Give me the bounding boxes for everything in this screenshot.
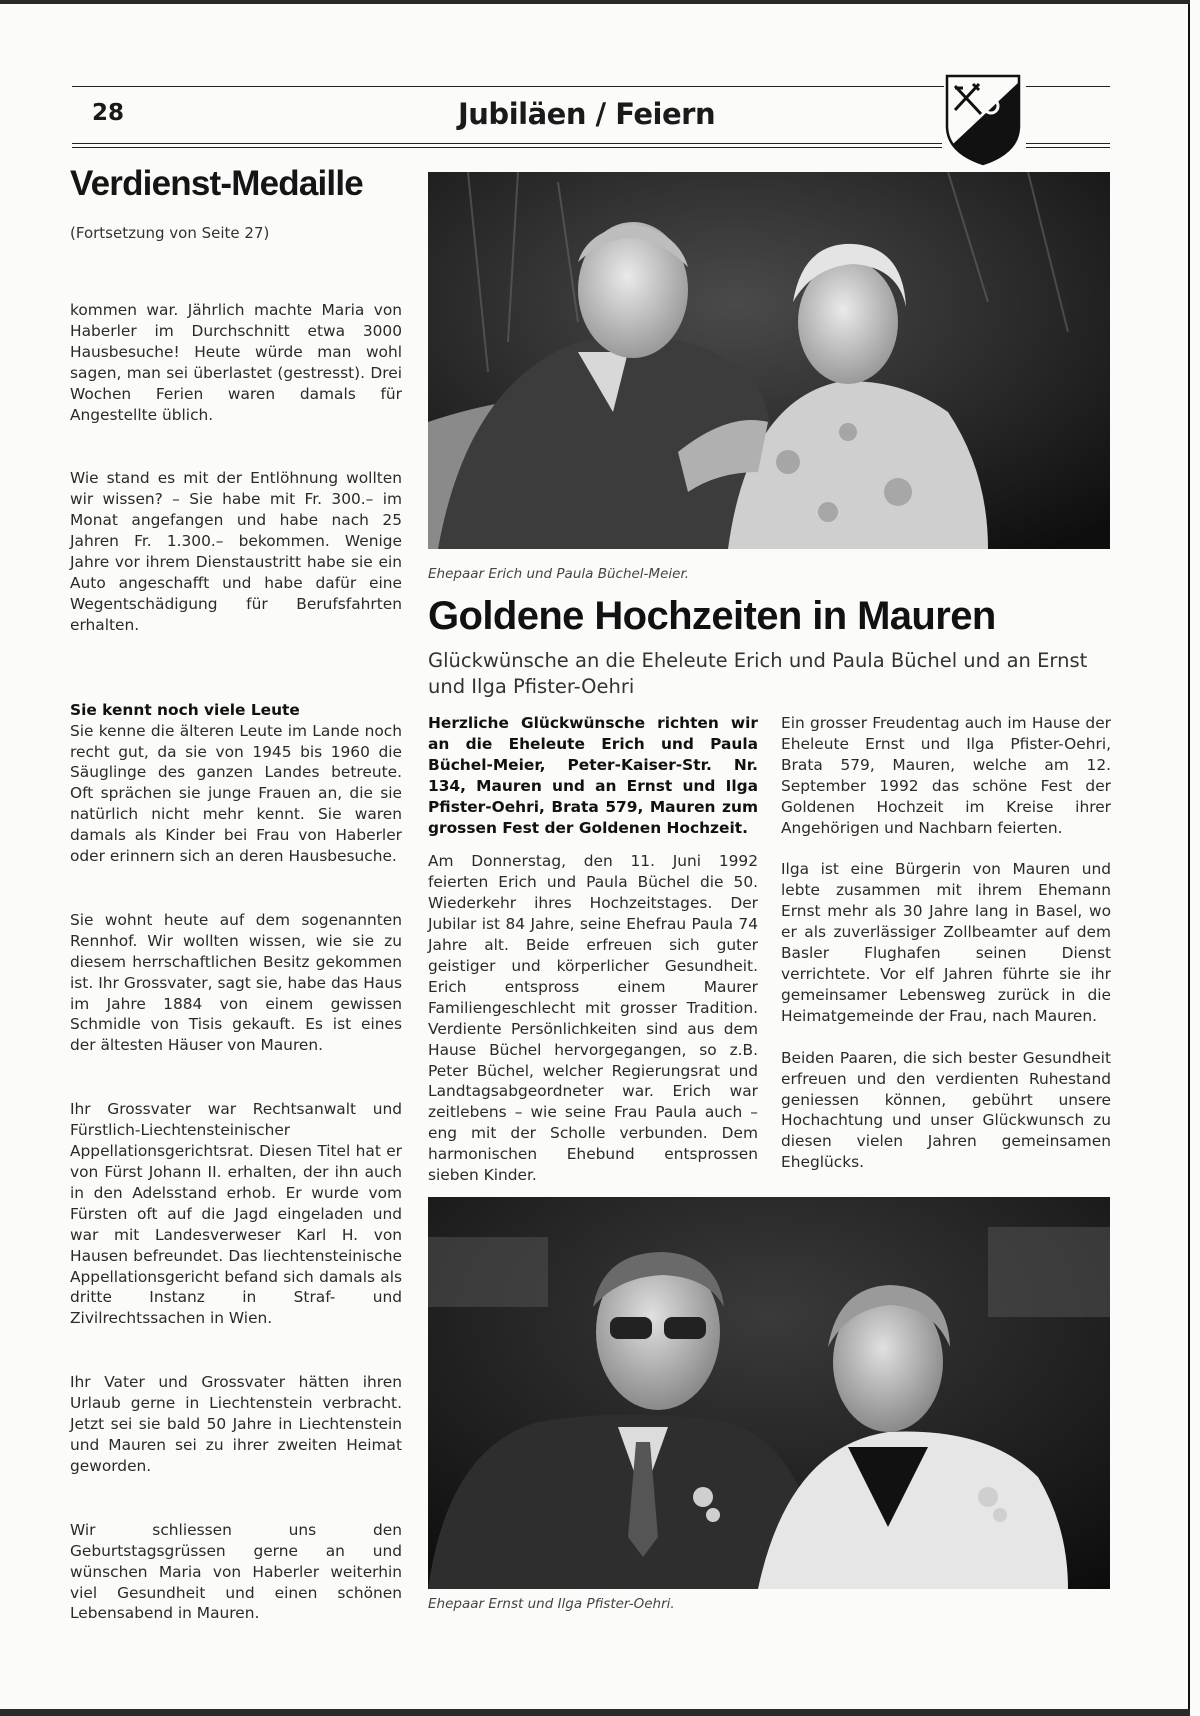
paragraph: kommen war. Jährlich machte Maria von Haberler im Durchschnitt etwa 3000 Hausbesuche! Heute würde man wohl sagen, man sei überlastet (gestresst). Drei Wochen Ferien waren damals für Angestellte üblich. <box>70 301 402 424</box>
paragraph: Wir schliessen uns den Geburtstagsgrüssen gerne an und wünschen Maria von Haberler weiterhin viel Gesundheit und einen schönen Lebensabend in Mauren. <box>70 1520 402 1623</box>
header-rule-top-right <box>1026 86 1110 87</box>
paragraph: Beiden Paaren, die sich bester Gesundheit erfreuen und den verdienten Ruhestand geniessen können, gebührt unsere Hochachtung und unser Glückwunsch zu diesen vielen Jahren gemeinsamen Eheglücks. <box>781 1048 1111 1172</box>
article-subtitle: Glückwünsche an die Eheleute Erich und Paula Büchel und an Ernst und Ilga Pfister-Oehri <box>428 649 1088 698</box>
header-rule-bottom-3 <box>1026 143 1110 144</box>
paragraph: Wie stand es mit der Entlöhnung wollten wir wissen? – Sie habe mit Fr. 300.– im Monat angefangen und habe nach 25 Jahren Fr. 1.300.– bekommen. Wenige Jahre vor ihrem Dienstaustritt habe sie ein Auto angeschafft und habe dafür eine Wegentschädigung für Berufsfahrten erhalten. <box>70 469 402 634</box>
header-rule-top <box>72 86 944 87</box>
photo-caption-bottom: Ehepaar Ernst und Ilga Pfister-Oehri. <box>428 1596 675 1612</box>
header-rule-bottom-2 <box>72 147 942 148</box>
paragraph: Am Donnerstag, den 11. Juni 1992 feierten Erich und Paula Büchel die 50. Wiederkehr ihres Hochzeitstages. Der Jubilar ist 84 Jahre, seine Ehefrau Paula 74 Jahre alt. Beide erfreuen sich guter geistiger und körperlicher Gesundheit. Erich entspross einem Maurer Familiengeschlecht mit grosser Tradition. Verdiente Persönlichkeiten sind aus dem Hause Büchel hervorgegangen, so z.B. Peter Büchel, welcher Regierungsrat und Landtagsabgeordneter war. Erich war zeitlebens – wie seine Frau Paula auch – eng mit der Scholle verbunden. Dem harmonischen Ehebund entsprossen sieben Kinder. <box>428 852 758 1185</box>
subheading: Sie kennt noch viele Leute <box>70 700 300 719</box>
article-column-1 <box>428 713 758 1186</box>
page-number: 28 <box>92 100 125 126</box>
article-column-2 <box>781 713 1111 1173</box>
continuation-note: (Fortsetzung von Seite 27) <box>70 224 270 242</box>
paragraph: Ein grosser Freudentag auch im Hause der Eheleute Ernst und Ilga Pfister-Oehri, Brata 579, Mauren, welche am 12. September 1992 das schöne Fest der Goldenen Hochzeit im Kreise ihrer Angehörigen und Nachbarn feierten. <box>781 714 1111 837</box>
paragraph: Ihr Grossvater war Rechtsanwalt und Fürstlich-Liechtensteinischer Appellationsgerichtsrat. Diesen Titel hat er von Fürst Johann II. erhalten, der ihn auch in den Adelsstand erhob. Er wurde vom Fürsten oft auf die Jagd eingeladen und war mit Landesverweser Karl H. von Hausen befreundet. Das liechtensteinische Appellationsgericht befand sich damals als dritte Instanz in Straf- und Zivilrechtssachen in Wien. <box>70 1100 402 1328</box>
article-heading-medal: Verdienst-Medaille <box>70 164 363 203</box>
photo-pfister-couple <box>428 1197 1110 1589</box>
header-rule-bottom-4 <box>1026 147 1110 148</box>
photo-buechel-couple <box>428 172 1110 549</box>
section-title: Jubiläen / Feiern <box>458 97 716 131</box>
magazine-page <box>0 4 1190 1709</box>
article-lead: Herzliche Glückwünsche richten wir an die Eheleute Erich und Paula Büchel-Meier, Peter-Kaiser-Str. Nr. 134, Mauren und an Ernst und Ilga Pfister-Oehri, Brata 579, Mauren zum grossen Fest der Goldenen Hochzeit. <box>428 714 758 837</box>
paragraph: Sie wohnt heute auf dem sogenannten Rennhof. Wir wollten wissen, wie sie zu diesem herrschaftlichen Besitz gekommen ist. Ihr Grossvater, sagt sie, habe das Haus im Jahre 1884 von einem gewissen Schmidle von Tisis gekauft. Es ist eines der ältesten Häuser von Mauren. <box>70 910 402 1055</box>
header-rule-bottom-1 <box>72 143 942 144</box>
paragraph: Ilga ist eine Bürgerin von Mauren und lebte zusammen mit ihrem Ehemann Ernst mehr als 30 Jahre lang in Basel, wo er als zuverlässiger Zollbeamter auf dem Basler Flughafen seinen Dienst verrichtete. Vor elf Jahren führte sie ihr gemeinsamer Lebensweg zurück in die Heimatgemeinde der Frau, nach Mauren. <box>781 860 1111 1025</box>
photo-caption-top: Ehepaar Erich und Paula Büchel-Meier. <box>428 566 690 582</box>
paragraph: Ihr Vater und Grossvater hätten ihren Urlaub gerne in Liechtenstein verbracht. Jetzt sei sie bald 50 Jahre in Liechtenstein und Mauren sei zu ihrer zweiten Heimat geworden. <box>70 1373 402 1475</box>
paragraph-with-subheading <box>70 700 402 867</box>
page-edge <box>1190 0 1200 1716</box>
article-title: Goldene Hochzeiten in Mauren <box>428 594 996 638</box>
mauren-crest-icon <box>943 74 1023 166</box>
paragraph: Sie kenne die älteren Leute im Lande noch recht gut, da sie von 1945 bis 1960 die Säuglinge des ganzen Landes betreute. Oft sprächen sie junge Frauen an, die sie natürlich nicht mehr kennt. Sie waren damals als Kinder bei Frau von Haberler oder erinnern sich an deren Hausbesuche. <box>70 721 402 866</box>
left-column <box>70 164 402 1624</box>
